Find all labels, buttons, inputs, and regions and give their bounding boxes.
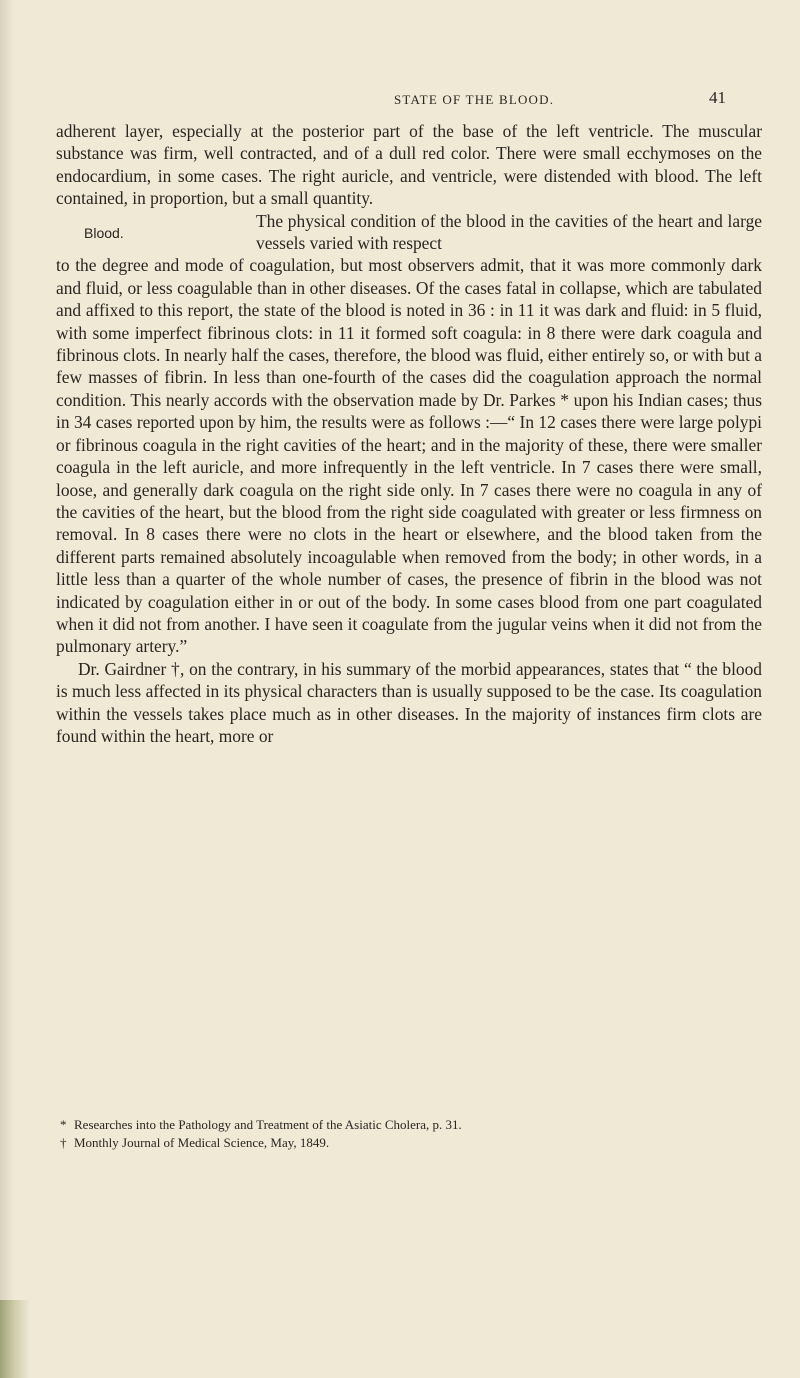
footnotes (60, 1116, 760, 1152)
page-header (56, 88, 776, 116)
footnote-1-text: Researches into the Pathology and Treatment of the Asiatic Cholera, p. 31. (74, 1117, 462, 1132)
page-edge-stain (0, 1300, 30, 1378)
footnote-2-mark: † (60, 1135, 67, 1150)
sidenote-block (56, 210, 762, 255)
paragraph-2-rest: to the degree and mode of coagulation, but most observers admit, that it was more commonly dark and fluid, or less coagulable than in other diseases. Of the cases fatal in collapse, which are tabulated and affixed to this report, the state of the blood is noted in 36 : in 11 it was dark and fluid: in 5 fluid, with some imperfect fibrinous clots: in 11 it formed soft coagula: in 8 there were dark coagula and fibrinous clots. In nearly half the cases, therefore, the blood was fluid, either entirely so, or with but a few masses of fibrin. In less than one-fourth of the cases did the coagulation approach the normal condition. This nearly accords with the observation made by Dr. Parkes * upon his Indian cases; thus in 34 cases reported upon by him, the results were as follows :—“ In 12 cases there were large polypi or fibrinous coagula in the right cavities of the heart; and in the majority of these, there were smaller coagula in the left auricle, and more infrequently in the left ventricle. In 7 cases there were small, loose, and generally dark coagula on the right side only. In 7 cases there were no coagula in any of the cavities of the heart, but the blood from the right side coagulated with greater or less firmness on removal. In 8 cases there were no clots in the heart or elsewhere, and the blood taken from the different parts remained absolutely incoagulable when removed from the body; in other words, in a little less than a quarter of the whole number of cases, the presence of fibrin in the blood was not indicated by coagulation either in or out of the body. In some cases blood from one part coagulated when it did not from another. I have seen it coagulate from the jugular veins when it did not from the pulmonary artery.” (56, 255, 762, 657)
paragraph-2-start: The physical condition of the blood in the cavities of the heart and large vessels varied with respect (256, 210, 762, 254)
body-text (56, 120, 762, 747)
footnote-2-text: Monthly Journal of Medical Science, May, 1849. (74, 1135, 330, 1150)
paragraph-1: adherent layer, especially at the posterior part of the base of the left ventricle. The muscular substance was firm, well contracted, and of a dull red color. There were small ecchymoses on the endocardium, in some cases. The right auricle, and ventricle, were distended with blood. The left contained, in proportion, but a small quantity. (56, 121, 762, 209)
running-head: STATE OF THE BLOOD. (394, 92, 555, 107)
footnote-2 (60, 1134, 760, 1152)
page-number: 41 (709, 88, 726, 107)
footnote-1-mark: * (60, 1117, 67, 1132)
margin-sidenote: Blood. (84, 224, 124, 241)
footnote-1 (60, 1116, 760, 1134)
paragraph-3: Dr. Gairdner †, on the contrary, in his summary of the morbid appearances, states that “ the blood is much less affected in its physical characters than is usually supposed to be the case. Its coagulation within the vessels takes place much as in other diseases. In the majority of instances firm clots are found within the heart, more or (56, 658, 762, 746)
page-edge-shadow (0, 0, 14, 1378)
